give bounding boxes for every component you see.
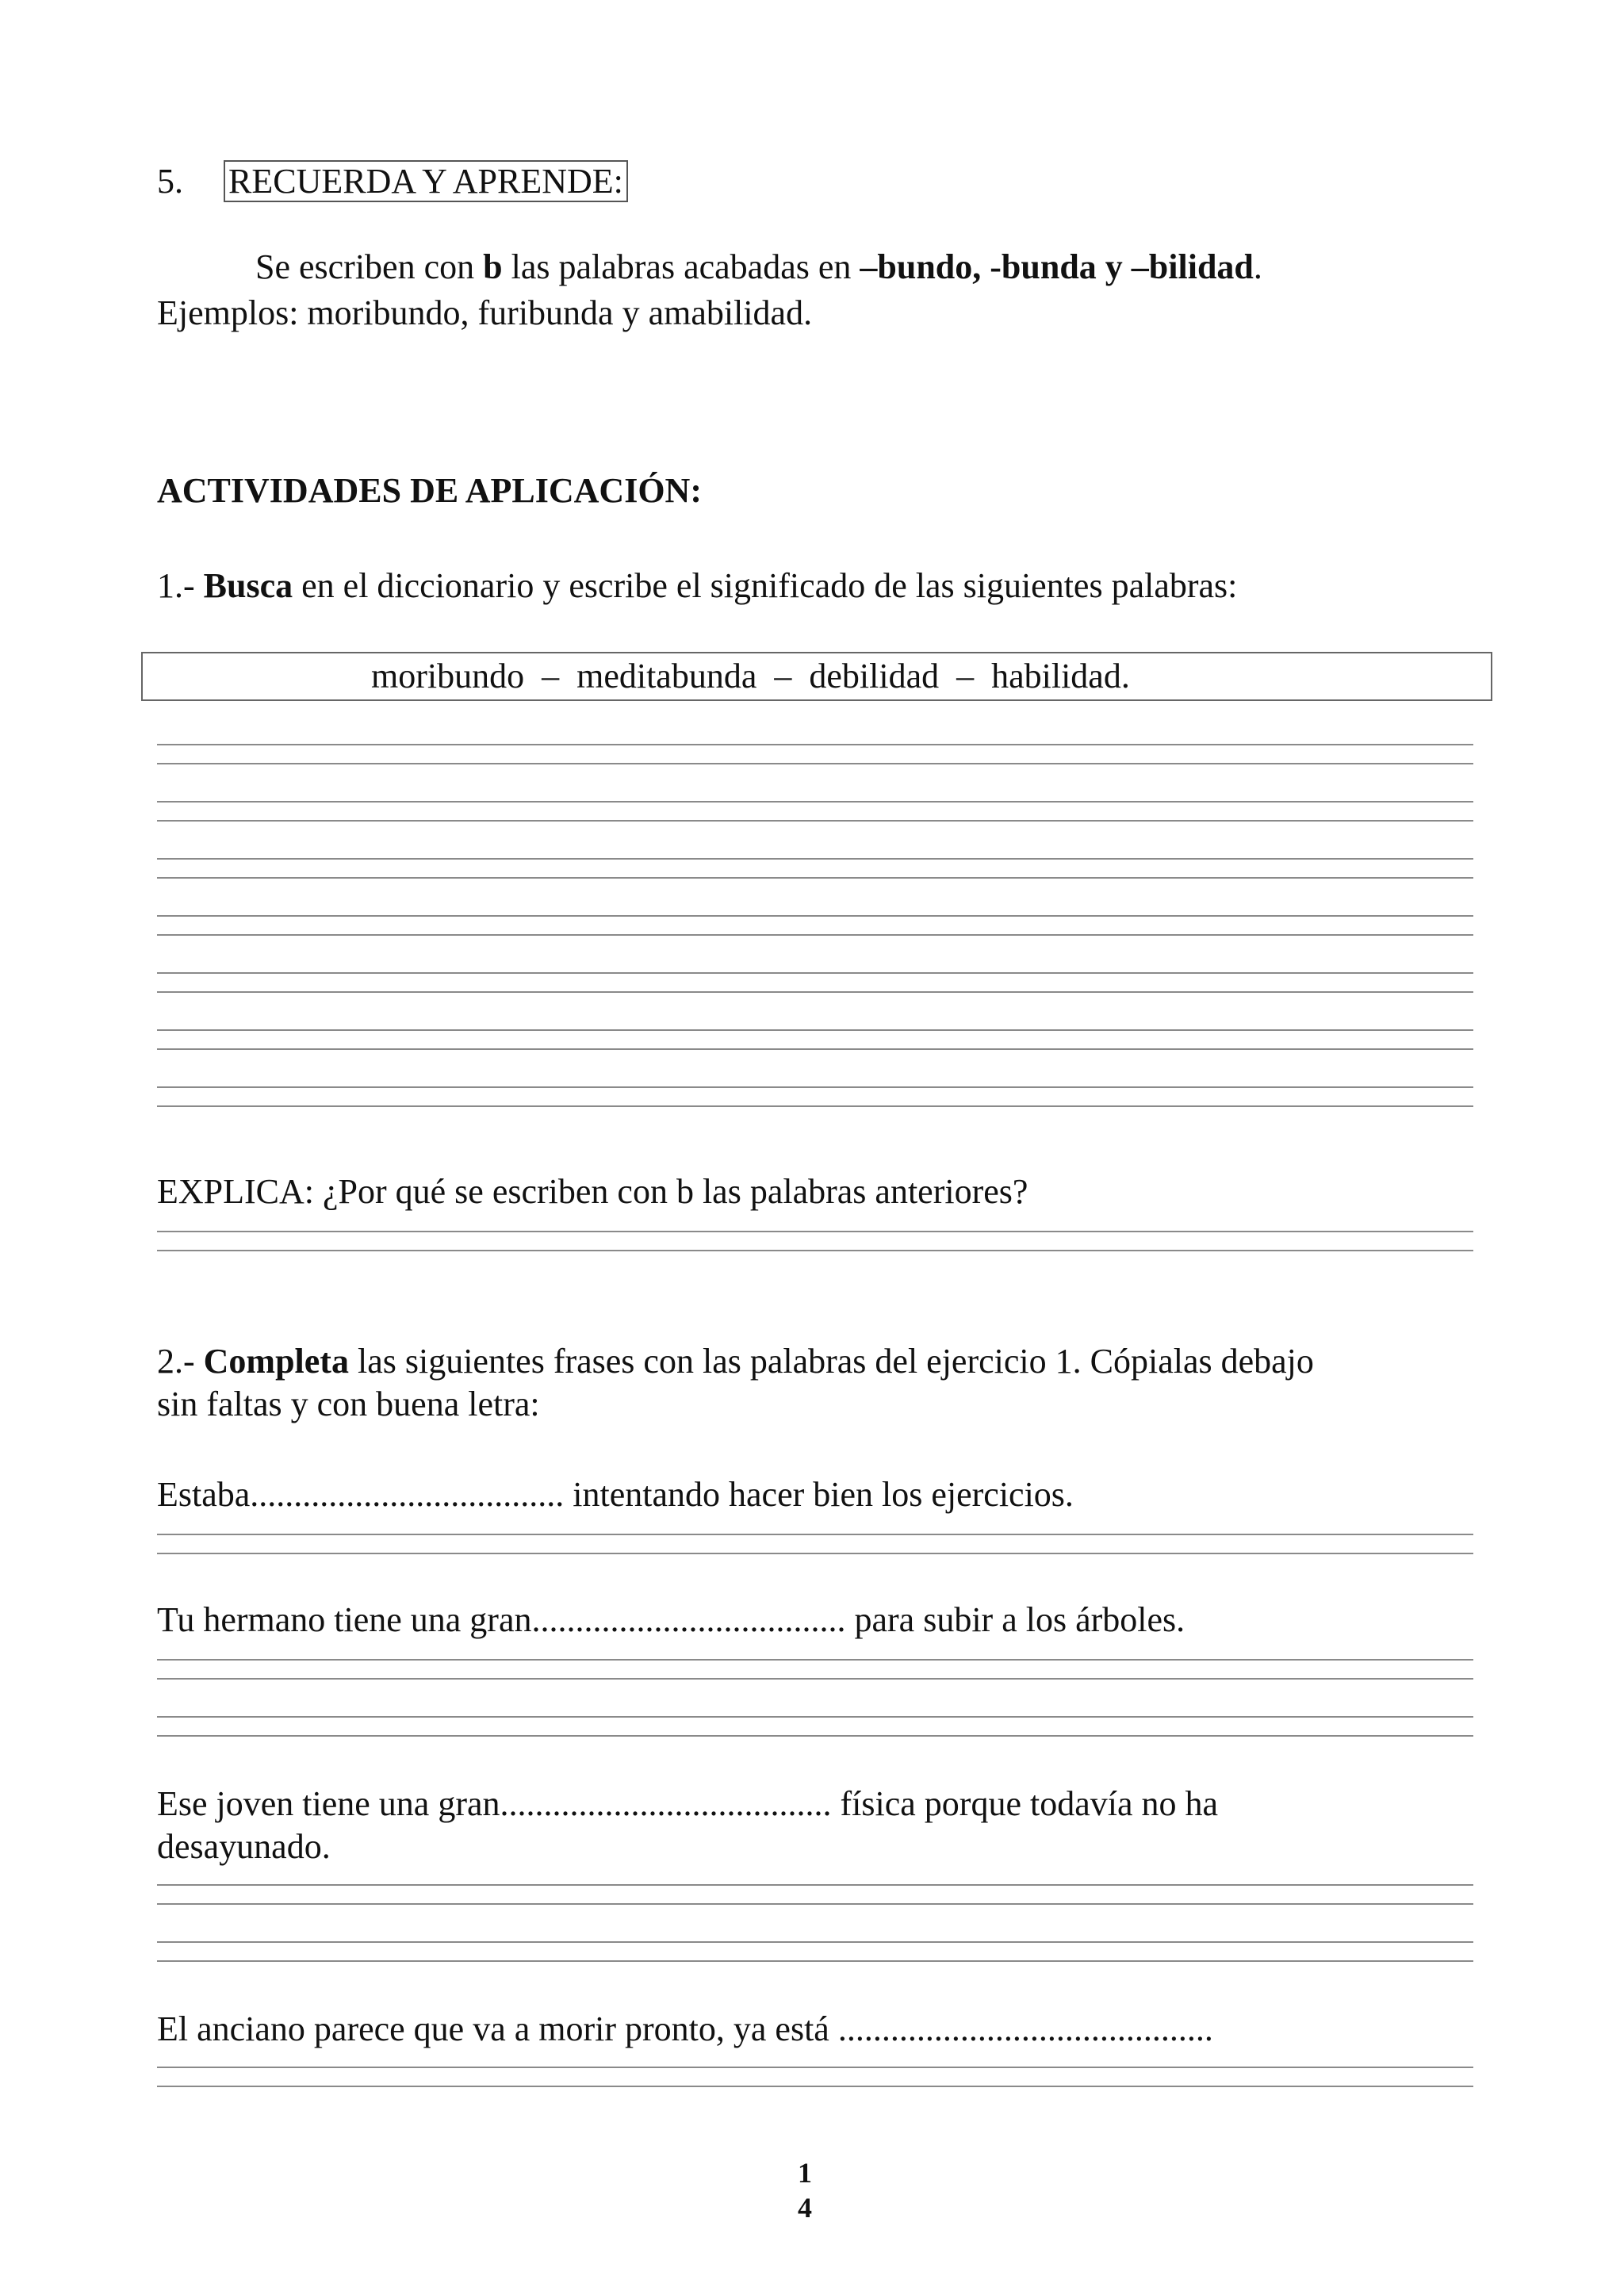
- writing-line[interactable]: [157, 763, 1473, 764]
- sentence-4: El anciano parece que va a morir pronto, ya está ...........................................: [157, 2009, 1213, 2048]
- exercise-1-instruction: [157, 565, 1237, 607]
- rule-endings: –bundo, -bunda y –bilidad: [860, 247, 1254, 286]
- writing-line[interactable]: [157, 1231, 1473, 1232]
- writing-line[interactable]: [157, 1735, 1473, 1737]
- section-title-text: RECUERDA Y APRENDE:: [224, 160, 628, 202]
- writing-line[interactable]: [157, 2086, 1473, 2087]
- writing-line[interactable]: [157, 1105, 1473, 1107]
- activities-title: ACTIVIDADES DE APLICACIÓN:: [157, 471, 702, 510]
- page-number-line-1: 1: [798, 2157, 812, 2189]
- writing-line[interactable]: [157, 2067, 1473, 2068]
- writing-line[interactable]: [157, 801, 1473, 803]
- writing-line[interactable]: [157, 820, 1473, 822]
- page-number-line-2: 4: [798, 2192, 812, 2224]
- writing-line[interactable]: [157, 1534, 1473, 1535]
- writing-line[interactable]: [157, 1903, 1473, 1905]
- writing-line[interactable]: [157, 744, 1473, 745]
- sentence-2: Tu hermano tiene una gran.................................... para subir a los árboles.: [157, 1600, 1185, 1639]
- writing-line[interactable]: [157, 1716, 1473, 1718]
- writing-line[interactable]: [157, 972, 1473, 974]
- writing-line[interactable]: [157, 877, 1473, 879]
- writing-line[interactable]: [157, 1086, 1473, 1088]
- exercise-2-instruction: [157, 1340, 1314, 1383]
- exercise-2-verb: Completa: [203, 1342, 349, 1381]
- exercise-2-instruction-cont: sin faltas y con buena letra:: [157, 1385, 540, 1423]
- rule-letter-b: b: [483, 247, 503, 286]
- word-list-box: [141, 652, 1492, 701]
- writing-line[interactable]: [157, 1941, 1473, 1943]
- writing-line[interactable]: [157, 1659, 1473, 1661]
- rule-examples: Ejemplos: moribundo, furibunda y amabilidad.: [157, 293, 813, 332]
- rule-text-1: Se escriben con: [255, 247, 484, 286]
- exercise-1-verb: Busca: [203, 566, 293, 605]
- writing-line[interactable]: [157, 858, 1473, 860]
- exercise-1-number: 1.-: [157, 566, 204, 605]
- exercise-1-text: en el diccionario y escribe el significado de las siguientes palabras:: [293, 566, 1238, 605]
- exercise-2-text: las siguientes frases con las palabras del ejercicio 1. Cópialas debajo: [348, 1342, 1314, 1381]
- rule-paragraph: [255, 246, 1262, 289]
- sentence-3-cont: desayunado.: [157, 1827, 331, 1866]
- rule-text-2: las palabras acabadas en: [502, 247, 860, 286]
- sentence-1: Estaba.................................... intentando hacer bien los ejercicios.: [157, 1475, 1074, 1514]
- writing-line[interactable]: [157, 934, 1473, 936]
- writing-line[interactable]: [157, 1678, 1473, 1680]
- word-list: moribundo – meditabunda – debilidad – habilidad.: [371, 657, 1130, 695]
- sentence-3: Ese joven tiene una gran...................................... física porque todavía no ha: [157, 1784, 1219, 1823]
- writing-line[interactable]: [157, 1048, 1473, 1050]
- writing-line[interactable]: [157, 1960, 1473, 1962]
- exercise-2-number: 2.-: [157, 1342, 204, 1381]
- section-title: [224, 160, 628, 203]
- writing-line[interactable]: [157, 1553, 1473, 1554]
- writing-line[interactable]: [157, 1884, 1473, 1886]
- writing-line[interactable]: [157, 1029, 1473, 1031]
- writing-line[interactable]: [157, 991, 1473, 993]
- writing-line[interactable]: [157, 915, 1473, 917]
- writing-line[interactable]: [157, 1250, 1473, 1251]
- explica-question: EXPLICA: ¿Por qué se escriben con b las palabras anteriores?: [157, 1172, 1028, 1211]
- rule-text-3: .: [1253, 247, 1262, 286]
- section-number: 5.: [157, 162, 183, 201]
